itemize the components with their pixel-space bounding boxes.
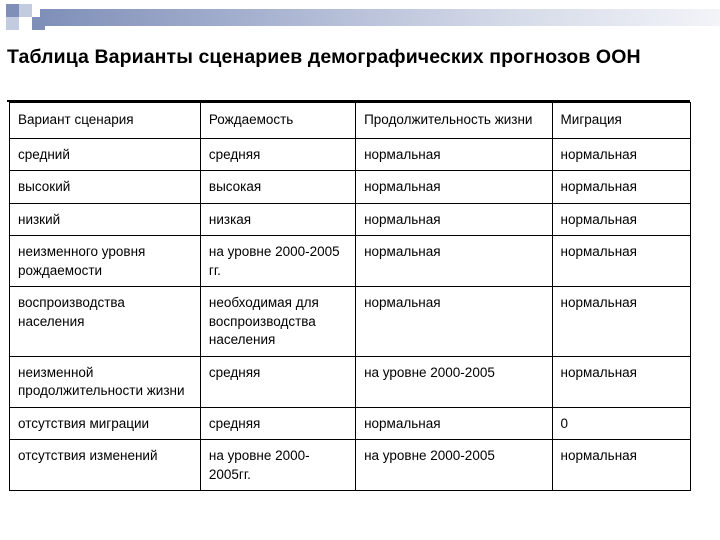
cell-life-expectancy: нормальная <box>356 407 552 440</box>
deco-square <box>19 4 32 17</box>
cell-migration: нормальная <box>552 171 690 204</box>
cell-fertility: средняя <box>200 407 355 440</box>
table-row <box>10 287 691 357</box>
cell-fertility: низкая <box>200 203 355 236</box>
cell-life-expectancy: нормальная <box>356 171 552 204</box>
cell-life-expectancy: на уровне 2000-2005 <box>356 356 552 407</box>
cell-fertility: средняя <box>200 356 355 407</box>
cell-life-expectancy: нормальная <box>356 203 552 236</box>
cell-migration: нормальная <box>552 440 690 491</box>
header-migration: Миграция <box>552 103 690 139</box>
header-fertility: Рождаемость <box>200 103 355 139</box>
cell-scenario: низкий <box>10 203 201 236</box>
table-row <box>10 236 691 287</box>
deco-square <box>32 17 45 30</box>
table-row <box>10 171 691 204</box>
cell-migration: нормальная <box>552 203 690 236</box>
cell-migration: нормальная <box>552 138 690 171</box>
table-row <box>10 138 691 171</box>
table-row <box>10 440 691 491</box>
table-row <box>10 356 691 407</box>
table-row <box>10 203 691 236</box>
slide-title: Таблица Варианты сценариев демографических прогнозов ООН <box>7 46 641 68</box>
cell-life-expectancy: нормальная <box>356 138 552 171</box>
slide-decoration <box>0 0 720 40</box>
cell-scenario: отсутствия миграции <box>10 407 201 440</box>
cell-scenario: неизменной продолжительности жизни <box>10 356 201 407</box>
cell-scenario: средний <box>10 138 201 171</box>
cell-migration: нормальная <box>552 236 690 287</box>
cell-migration: нормальная <box>552 356 690 407</box>
table-row <box>10 407 691 440</box>
cell-scenario: неизменного уровня рождаемости <box>10 236 201 287</box>
cell-fertility: средняя <box>200 138 355 171</box>
cell-scenario: отсутствия изменений <box>10 440 201 491</box>
cell-fertility: на уровне 2000-2005 гг. <box>200 236 355 287</box>
header-life-expectancy: Продолжительность жизни <box>356 103 552 139</box>
deco-square <box>6 4 19 17</box>
cell-migration: нормальная <box>552 287 690 357</box>
table-header-row <box>10 103 691 139</box>
deco-square <box>32 9 40 17</box>
cell-scenario: высокий <box>10 171 201 204</box>
deco-square <box>6 17 19 30</box>
cell-life-expectancy: нормальная <box>356 287 552 357</box>
cell-life-expectancy: нормальная <box>356 236 552 287</box>
cell-migration: 0 <box>552 407 690 440</box>
cell-scenario: воспроизводства населения <box>10 287 201 357</box>
header-scenario: Вариант сценария <box>10 103 201 139</box>
cell-life-expectancy: на уровне 2000-2005 <box>356 440 552 491</box>
gradient-band <box>40 9 720 26</box>
cell-fertility: на уровне 2000-2005гг. <box>200 440 355 491</box>
cell-fertility: необходимая для воспроизводства населения <box>200 287 355 357</box>
cell-fertility: высокая <box>200 171 355 204</box>
scenario-table <box>9 102 691 491</box>
